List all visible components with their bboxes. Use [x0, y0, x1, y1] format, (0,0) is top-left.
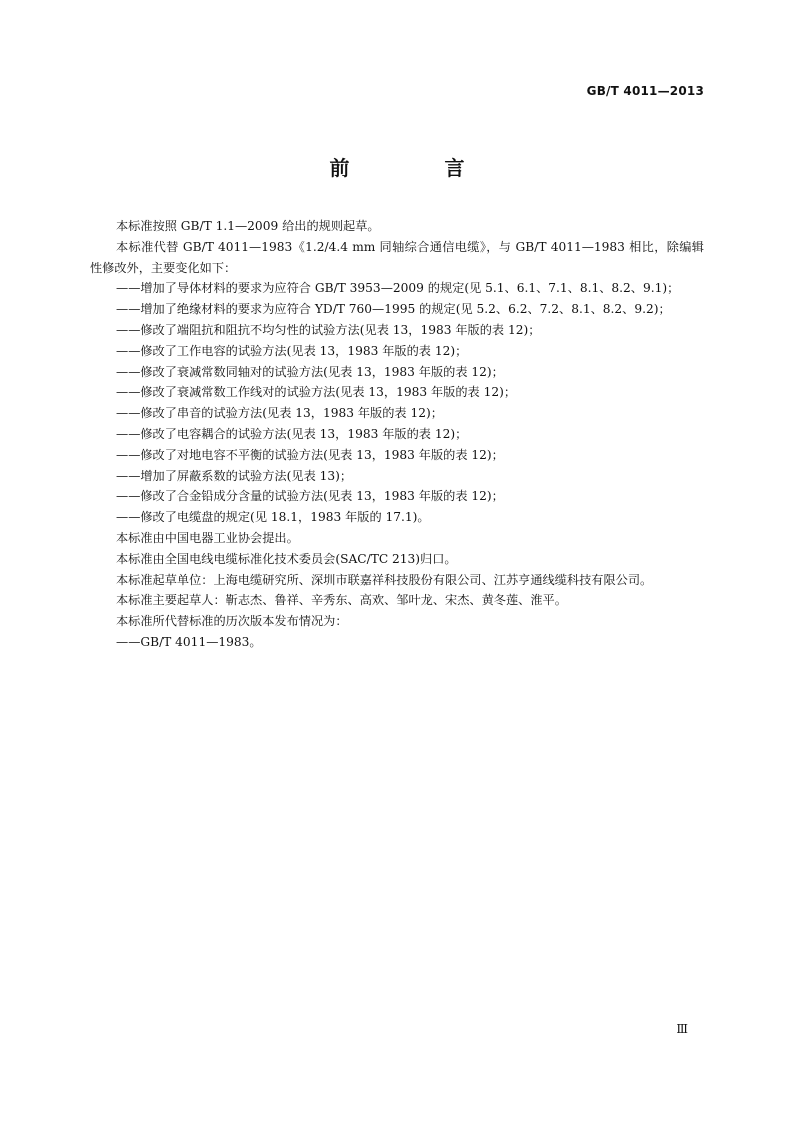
paragraph: 本标准按照 GB/T 1.1—2009 给出的规则起草。 [116, 219, 380, 233]
list-item: ——修改了串音的试验方法(见表 13，1983 年版的表 12)； [116, 406, 443, 421]
list-item: ——修改了端阻抗和阻抗不均匀性的试验方法(见表 13，1983 年版的表 12)； [116, 322, 541, 337]
paragraph: 本标准代替 GB/T 4011—1983《1.2/4.4 mm 同轴综合通信电缆》，与 GB/T 4011—1983 相比，除编辑性修改外，主要变化如下： [90, 239, 704, 275]
paragraph: 本标准起草单位：上海电缆研究所、深圳市联嘉祥科技股份有限公司、江苏亨通线缆科技有限公司。 [116, 572, 653, 587]
list-item: ——修改了衰减常数工作线对的试验方法(见表 13，1983 年版的表 12)； [116, 385, 517, 400]
page-title: 前 言 [329, 156, 509, 180]
list-item: ——修改了电容耦合的试验方法(见表 13，1983 年版的表 12)； [116, 426, 468, 441]
list-item: ——增加了导体材料的要求为应符合 GB/T 3953—2009 的规定(见 5.1、6.1、7.1、8.1、8.2、9.1)； [116, 281, 680, 296]
list-item: ——修改了衰减常数同轴对的试验方法(见表 13，1983 年版的表 12)； [116, 364, 504, 379]
list-item: ——增加了屏蔽系数的试验方法(见表 13)； [116, 468, 353, 483]
list-item: ——修改了合金铅成分含量的试验方法(见表 13，1983 年版的表 12)； [116, 489, 504, 504]
paragraph: 本标准主要起草人：靳志杰、鲁祥、辛秀东、高欢、邹叶龙、宋杰、黄冬莲、淮平。 [116, 593, 567, 608]
page-number: Ⅲ [676, 1022, 688, 1036]
list-item: ——增加了绝缘材料的要求为应符合 YD/T 760—1995 的规定(见 5.2、6.2、7.2、8.1、8.2、9.2)； [116, 302, 671, 317]
standard-code: GB/T 4011—2013 [586, 84, 704, 98]
paragraph: 本标准由全国电线电缆标准化技术委员会(SAC/TC 213)归口。 [116, 551, 457, 566]
paragraph: 本标准由中国电器工业协会提出。 [116, 530, 299, 545]
document-body [90, 216, 704, 653]
paragraph: 本标准所代替标准的历次版本发布情况为： [116, 614, 348, 629]
list-item: ——修改了电缆盘的规定(见 18.1，1983 年版的 17.1)。 [116, 510, 430, 525]
list-item: ——修改了对地电容不平衡的试验方法(见表 13，1983 年版的表 12)； [116, 447, 504, 462]
list-item: ——GB/T 4011—1983。 [116, 634, 262, 649]
list-item: ——修改了工作电容的试验方法(见表 13，1983 年版的表 12)； [116, 343, 468, 358]
